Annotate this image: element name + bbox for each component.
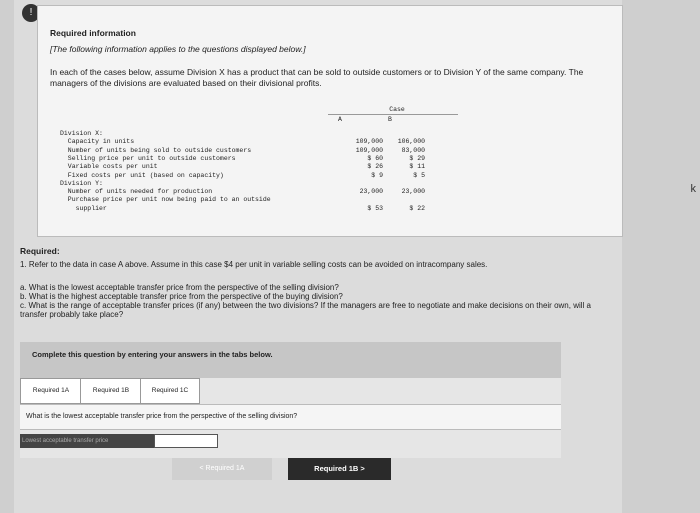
instructions-text: Complete this question by entering your answers in the tabs below. — [32, 350, 273, 359]
table-cell-case-a: $ 60 — [367, 154, 383, 162]
info-title: Required information — [50, 28, 136, 38]
required-item-1: 1. Refer to the data in case A above. Assume in this case $4 per unit in variable selling costs can be avoided on intracompany sales. — [20, 260, 488, 269]
tab-required-1c[interactable]: Required 1C — [140, 378, 200, 404]
required-information-card — [37, 5, 623, 237]
table-row-label: Selling price per unit to outside customers — [60, 154, 236, 162]
question-text: What is the lowest acceptable transfer price from the perspective of the selling division? — [26, 413, 298, 420]
left-edge — [0, 0, 14, 513]
right-edge-glyph: k — [690, 183, 696, 195]
table-row-label: Number of units being sold to outside customers — [60, 146, 252, 154]
table-row-label: Division Y: — [60, 179, 103, 187]
table-cell-case-a: 23,000 — [359, 188, 383, 196]
tabs-panel — [20, 378, 561, 458]
answer-label: Lowest acceptable transfer price — [20, 434, 154, 448]
case-col-b: B — [388, 116, 392, 123]
table-cell-case-b: $ 11 — [409, 163, 425, 171]
question-row — [20, 404, 561, 430]
case-col-a: A — [338, 116, 342, 123]
table-cell-case-b: $ 5 — [413, 171, 425, 179]
right-edge — [622, 0, 700, 513]
table-row-label: Purchase price per unit now being paid to an outside — [60, 196, 271, 204]
info-subtitle: [The following information applies to the questions displayed below.] — [50, 44, 306, 54]
case-header-rule — [328, 114, 458, 115]
next-button[interactable]: Required 1B > — [288, 458, 391, 480]
table-cell-case-a: $ 53 — [367, 204, 383, 212]
table-row-label: Fixed costs per unit (based on capacity) — [60, 171, 224, 179]
table-row-label: Variable costs per unit — [60, 163, 158, 171]
tab-required-1a[interactable]: Required 1A — [20, 378, 82, 404]
required-heading: Required: — [20, 246, 60, 256]
table-row-label: Division X: — [60, 130, 103, 137]
required-questions — [20, 283, 620, 319]
info-intro: In each of the cases below, assume Division X has a product that can be sold to outside customers or to Division Y of the same company. The managers of the divisions are evaluated based on their divisional profits. — [50, 67, 584, 88]
table-cell-case-b: 83,000 — [401, 146, 425, 154]
prev-button[interactable]: < Required 1A — [172, 458, 272, 480]
alert-icon: ! — [22, 4, 40, 22]
tab-required-1b[interactable]: Required 1B — [80, 378, 142, 404]
table-cell-case-a: 109,000 — [355, 146, 383, 154]
table-cell-case-a: 109,000 — [355, 138, 383, 146]
answer-input[interactable] — [154, 434, 218, 448]
question-b: b. What is the highest acceptable transfer price from the perspective of the buying division? — [20, 292, 343, 301]
table-row-label: supplier — [60, 204, 107, 212]
table-cell-case-a: $ 26 — [367, 163, 383, 171]
case-header: Case — [389, 106, 405, 113]
table-cell-case-b: 106,000 — [397, 138, 425, 146]
instructions-banner — [20, 342, 561, 378]
table-cell-case-b: $ 29 — [409, 154, 425, 162]
table-cell-case-a: $ 9 — [371, 171, 383, 179]
table-row-label: Number of units needed for production — [60, 188, 213, 196]
table-row-label: Capacity in units — [60, 138, 135, 146]
question-a: a. What is the lowest acceptable transfer price from the perspective of the selling division? — [20, 283, 339, 292]
question-c: c. What is the range of acceptable transfer prices (if any) between the two divisions? If the managers are free to negotiate and make decisions on their own, will a transfer probably take place? — [20, 301, 591, 319]
table-cell-case-b: 23,000 — [401, 188, 425, 196]
table-cell-case-b: $ 22 — [409, 204, 425, 212]
